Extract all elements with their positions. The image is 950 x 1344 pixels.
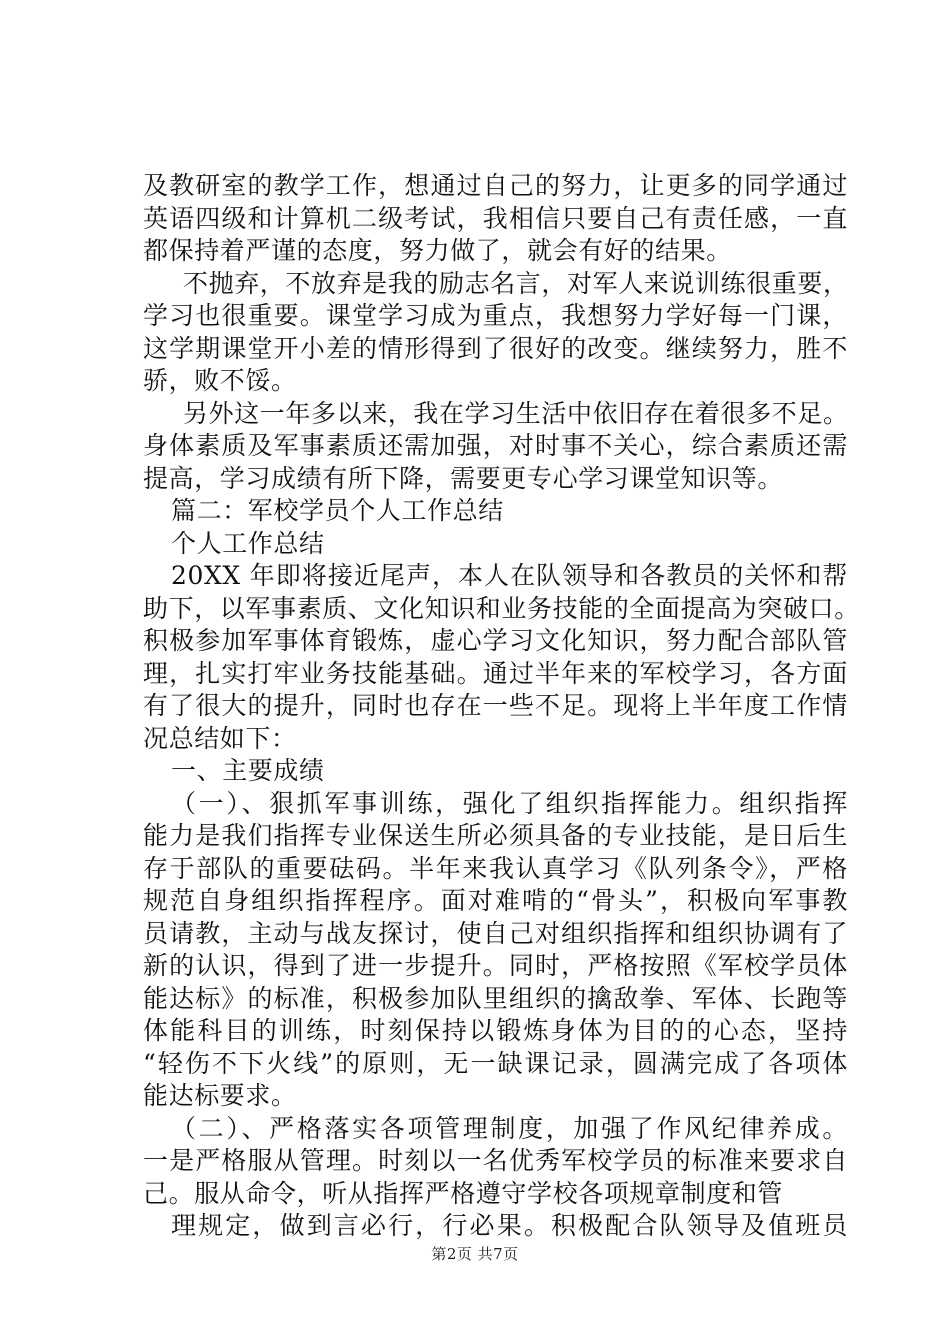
paragraph-line: 另外这一年多以来，我在学习生活中依旧存在着很多不足。 [183,398,849,428]
paragraph-line: 己。服从命令，听从指挥严格遵守学校各项规章制度和管 [143,1178,784,1208]
page-number: 第2页 共7页 [431,1245,519,1263]
paragraph-line: 理规定，做到言必行，行必果。积极配合队领导及值班员 [171,1211,848,1240]
paragraph-line: 及教研室的教学工作，想通过自己的努力，让更多的同学通过 [143,171,848,200]
paragraph-line: 英语四级和计算机二级考试，我相信只要自己有责任感，一直 [143,203,848,233]
paragraph-line: 新的认识，得到了进一步提升。同时，严格按照《军校学员体 [143,951,848,980]
paragraph-line: 存于部队的重要砝码。半年来我认真学习《队列条令》，严格 [143,853,848,883]
paragraph-line: 助下，以军事素质、文化知识和业务技能的全面提高为突破口。 [143,593,860,623]
paragraph-line: 一是严格服从管理。时刻以一名优秀军校学员的标准来要求自 [143,1146,848,1175]
paragraph-line: 不抛弃，不放弃是我的励志名言，对军人来说训练很重要， [183,268,849,298]
paragraph-line: （一）、狠抓军事训练，强化了组织指挥能力。组织指挥 [171,788,848,818]
paragraph-line: 能达标要求。 [143,1081,297,1110]
paragraph-line: 况总结如下： [143,723,297,753]
section-subheading: 个人工作总结 [171,528,325,558]
paragraph-line: （二）、严格落实各项管理制度，加强了作风纪律养成。 [171,1113,848,1143]
paragraph-line: 有了很大的提升，同时也存在一些不足。现将上半年度工作情 [143,691,848,720]
paragraph-line: 20XX 年即将接近尾声，本人在队领导和各教员的关怀和帮 [171,561,848,590]
section-heading: 一、主要成绩 [171,756,325,785]
section-heading: 篇二：军校学员个人工作总结 [171,496,504,525]
paragraph-line: 理，扎实打牢业务技能基础。通过半年来的军校学习，各方面 [143,658,848,688]
paragraph-line: 能力是我们指挥专业保送生所必须具备的专业技能，是日后生 [143,821,848,850]
paragraph-line: 积极参加军事体育锻炼，虚心学习文化知识，努力配合部队管 [143,626,848,655]
document-body [143,170,860,1243]
paragraph-line: 规范自身组织指挥程序。面对难啃的“骨头”，积极向军事教 [143,886,848,915]
paragraph-line: 身体素质及军事素质还需加强，对时事不关心，综合素质还需 [143,431,848,460]
paragraph-line: 学习也很重要。课堂学习成为重点，我想努力学好每一门课， [143,301,848,330]
paragraph-line: “轻伤不下火线”的原则，无一缺课记录，圆满完成了各项体 [143,1048,848,1078]
paragraph-line: 骄，败不馁。 [143,366,297,395]
paragraph-line: 提高，学习成绩有所下降，需要更专心学习课堂知识等。 [143,463,784,493]
paragraph-line: 体能科目的训练，时刻保持以锻炼身体为目的的心态，坚持 [143,1016,848,1045]
paragraph-line: 这学期课堂开小差的情形得到了很好的改变。继续努力，胜不 [143,333,848,363]
paragraph-line: 都保持着严谨的态度，努力做了，就会有好的结果。 [143,236,732,265]
paragraph-line: 能达标》的标准，积极参加队里组织的擒敌拳、军体、长跑等 [143,983,848,1013]
paragraph-line: 员请教，主动与战友探讨，使自己对组织指挥和组织协调有了 [143,918,848,948]
